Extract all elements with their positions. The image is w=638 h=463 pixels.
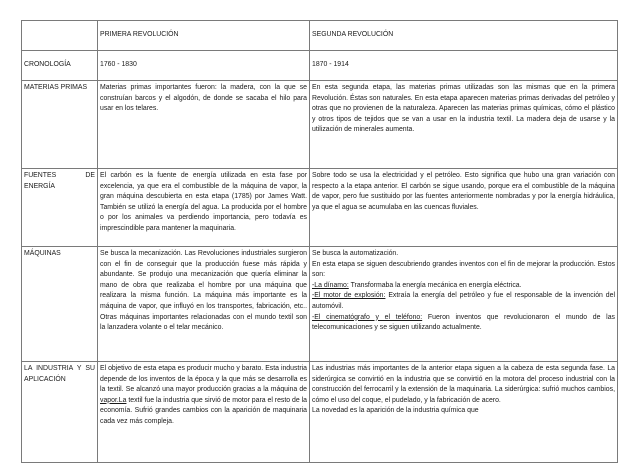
industria-first [98,362,310,463]
invention-term: -El motor de explosión: [312,292,386,300]
invention-desc: Fueron inventos que revolucionaron el mundo de las telecomunicaciones y se siguen utilizando actualmente. [312,313,615,332]
maquinas-second-intro: Se busca la automatización. [312,250,399,257]
invention-item [312,313,615,334]
materias-first: Materias primas importantes fueron: la madera, con la que se construían barcos y el algodón, de donde se sacaba el hilo para usar en los telares. [98,81,310,169]
fuentes-first: El carbón es la fuente de energía utilizada en esta fase por excelencia, ya que era el combustible de la máquina de vapor, la gran máquina descubierta en esta etapa (1785) por James Watt. También se utilizó la energía del agua. La producida por el hombre o por los animales va perdiendo importancia, pero todavía es imprescindible para mantener la maquinaria. [98,169,310,247]
header-empty-cell [22,21,98,51]
row-label-maquinas: MÁQUINAS [22,247,98,362]
revolutions-comparison-table [21,20,618,463]
row-label-fuentes-energia: FUENTES DE ENERGÍA [22,169,98,247]
maquinas-second-text: En esta etapa se siguen descubriendo grandes inventos con el fin de mejorar la producción. Estos son: [312,260,615,279]
industria-second-text: Las industrias más importantes de la anterior etapa siguen a la cabeza de esta segunda fase. La siderúrgica se convirtió en la industria que se convirtió en la motora del proceso industrial con la construcción del ferrocarril y la extensión de la maquinaria. La siderúrgica: sufrió muchos cambios, cómo el uso del coque, el pudelado, y la fabricación de acero. [312,365,615,404]
invention-item [312,281,615,292]
table-header-row [22,21,618,51]
invention-desc: Extraía la energía del petróleo y fue el responsable de la invención del automóvil. [312,292,615,310]
table-row-cronologia [22,51,618,81]
maquinas-second [310,247,618,362]
document-page [21,20,617,463]
table-row-fuentes-energia [22,169,618,247]
invention-term: -El cinematógrafo y el teléfono: [312,313,423,321]
row-label-industria: LA INDUSTRIA Y SU APLICACIÓN [22,362,98,463]
row-label-cronologia: CRONOLOGÍA [22,51,98,81]
table-row-materias-primas [22,81,618,169]
industria-first-a: El objetivo de esta etapa es producir mucho y barato. Esta industria depende de los inventos de la época y la que más se desarrolla es la textil. Se alcanzó una mayor producción gracias a la máquina de [100,365,307,394]
fuentes-second: Sobre todo se usa la electricidad y el petróleo. Esto significa que hubo una gran variación con respecto a la etapa anterior. El carbón se sigue usando, porque era el combustible de la máquina de vapor, pero fue sustituido por las fuentes anteriormente nombradas y por la energía hidráulica, ya que el agua se acumulaba en las cuencas fluviales. [310,169,618,247]
invention-desc: Transformaba la energía mecánica en energía eléctrica. [348,281,522,289]
table-row-maquinas [22,247,618,362]
industria-second-tail: La novedad es la aparición de la industria química que [312,407,479,415]
invention-term: -La dínamo: [312,281,349,289]
header-first-revolution: PRIMERA REVOLUCIÓN [98,21,310,51]
industria-first-link: vapor.La [100,396,127,404]
industria-second [310,362,618,463]
maquinas-first: Se busca la mecanización. Las Revoluciones industriales surgieron con el fin de conseguir que la producción fuese más rápida y abundante. Se produjo una mecanización que quería eliminar la mano de obra que realizaba el hombre por una máquina que realizara la misma función. La máquina más importante es la máquina de vapor, que influyó en los transportes, fabricación, etc.. Otras máquinas importantes relacionadas con el mundo textil son la lanzadera volante o el telar mecánico. [98,247,310,362]
header-second-revolution: SEGUNDA REVOLUCIÓN [310,21,618,51]
row-label-materias-primas: MATERIAS PRIMAS [22,81,98,169]
cronologia-second: 1870 - 1914 [310,51,618,81]
industria-first-b: textil fue la industria que sirvió de motor para el resto de la economía. Sufrió grandes cambios con la aparición de maquinaria cada vez más compleja. [100,396,307,425]
cronologia-first: 1760 - 1830 [98,51,310,81]
materias-second: En esta segunda etapa, las materias primas utilizadas son las mismas que en la primera Revolución. Éstas son naturales. En esta etapa aparecen materias primas derivadas del petróleo y otras que no provienen de la naturaleza. Aparecen las materias primas químicas, cómo el plástico y otros tipos de tejidos que se van a usar en la industria textil. La madera deja de usarse y la utilización de minerales aumenta. [310,81,618,169]
invention-item [312,291,615,312]
table-row-industria [22,362,618,463]
